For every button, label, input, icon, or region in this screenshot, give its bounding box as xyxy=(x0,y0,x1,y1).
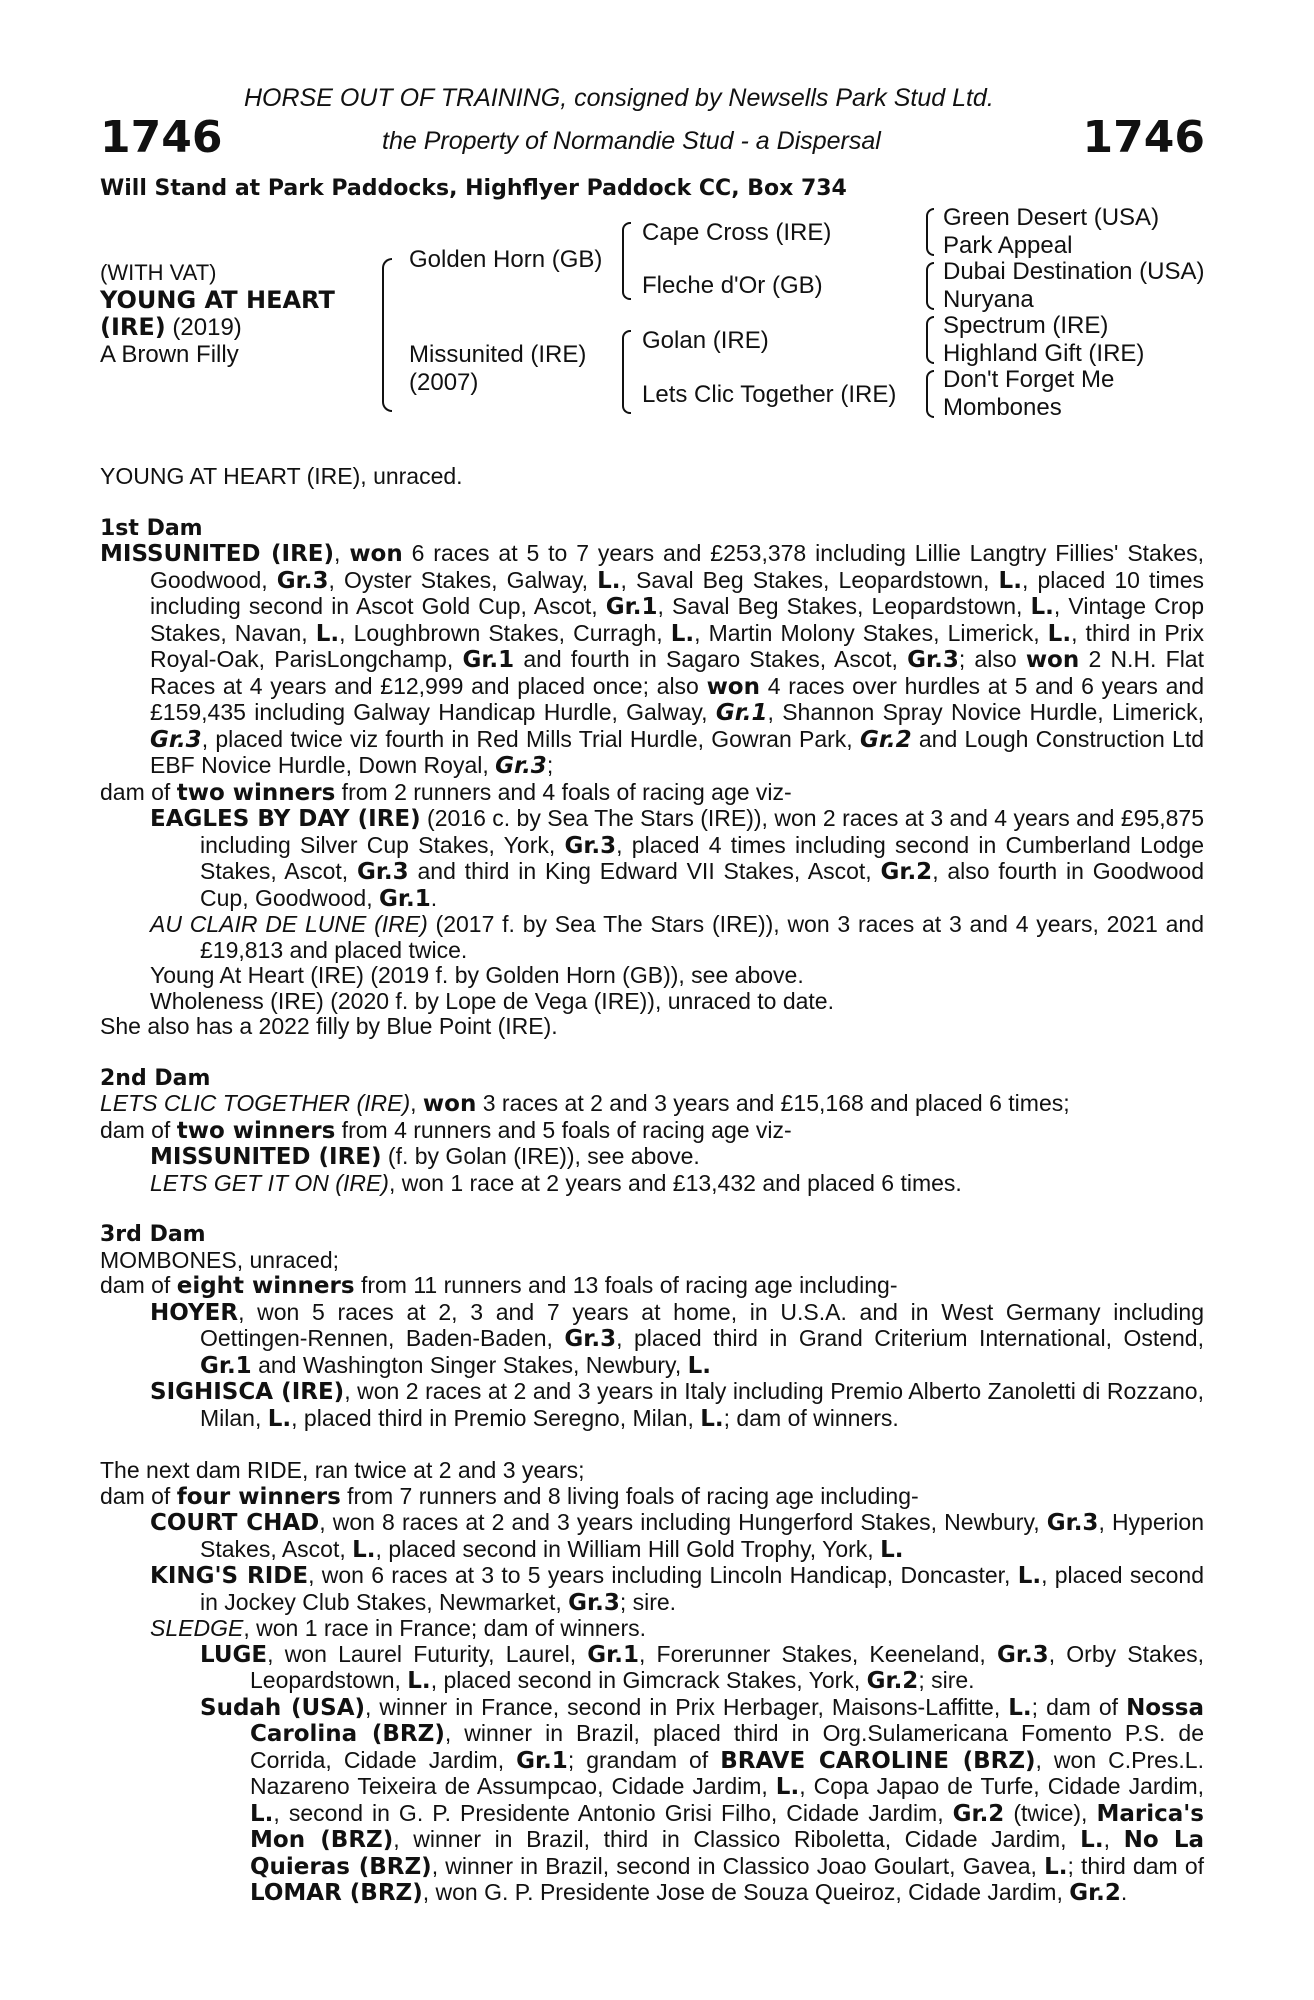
produce-lets-get-it-on: LETS GET IT ON (IRE), won 1 race at 2 years and £13,432 and placed 6 times. xyxy=(150,1169,962,1196)
produce-wholeness: Wholeness (IRE) (2020 f. by Lope de Vega (IRE)), unraced to date. xyxy=(150,987,834,1014)
gp-green-desert: Green Desert (USA) xyxy=(943,204,1160,231)
stand-location: Will Stand at Park Paddocks, Highflyer Paddock CC, Box 734 xyxy=(100,176,847,201)
produce-luge: LUGE, won Laurel Futurity, Laurel, Gr.1, Forerunner Stakes, Keeneland, Gr.3, Orby Stakes, Leopardstown, L., placed second in Gimcrack Stakes, York, Gr.2; sire. xyxy=(200,1640,1205,1694)
produce-sighisca: SIGHISCA (IRE), won 2 races at 2 and 3 years in Italy including Premio Alberto Zanoletti di Rozzano, Milan, L., placed third in Premio Seregno, Milan, L.; dam of winners. xyxy=(150,1378,1204,1432)
sire-dam: Fleche d'Or (GB) xyxy=(642,272,823,299)
produce-young-at-heart: Young At Heart (IRE) (2019 f. by Golden Horn (GB)), see above. xyxy=(150,962,804,988)
produce-missunited: MISSUNITED (IRE) (f. by Golan (IRE)), see above. xyxy=(150,1143,700,1170)
second-dam-entry: LETS CLIC TOGETHER (IRE), won 3 races at 2 and 3 years and £15,168 and placed 6 times; xyxy=(100,1090,1070,1117)
produce-kings-ride: KING'S RIDE, won 6 races at 3 to 5 years including Lincoln Handicap, Doncaster, L., placed second in Jockey Club Stakes, Newmarket, Gr.3; sire. xyxy=(150,1562,1204,1616)
fourth-dam-entry: The next dam RIDE, ran twice at 2 and 3 years; xyxy=(100,1457,585,1483)
produce-hoyer: HOYER, won 5 races at 2, 3 and 7 years at home, in U.S.A. and in West Germany including Oettingen-Rennen, Baden-Baden, Gr.3, placed third in Grand Criterium International, Ostend, Gr.1 and Washington Singer Stakes, Newbury, L. xyxy=(150,1298,1204,1379)
horse-name: YOUNG AT HEART xyxy=(100,286,335,314)
produce-eagles-by-day: EAGLES BY DAY (IRE) (2016 c. by Sea The Stars (IRE)), won 2 races at 3 and 4 years and £95,875 including Silver Cup Stakes, York, Gr.3, placed 4 times including second in Cumberland Lodge Stakes, Ascot, Gr.3 and third in King Edward VII Stakes, Ascot, Gr.2, also fourth in Goodwood Cup, Goodwood, Gr.1. xyxy=(150,805,1204,912)
first-dam-2022-filly: She also has a 2022 filly by Blue Point (IRE). xyxy=(100,1013,558,1039)
gp-park-appeal: Park Appeal xyxy=(943,232,1073,259)
gp-brace-1 xyxy=(926,208,934,256)
lot-number-left: 1746 xyxy=(100,112,223,163)
horse-name-suffix xyxy=(100,313,242,342)
pedigree-main-brace xyxy=(382,258,392,412)
dam-year: (2007) xyxy=(409,369,479,396)
gp-dubai-destination: Dubai Destination (USA) xyxy=(943,258,1205,285)
gp-nuryana: Nuryana xyxy=(943,286,1034,313)
lot-number-right: 1746 xyxy=(1082,112,1205,163)
fourth-dam-produce-summary: dam of four winners from 7 runners and 8 living foals of racing age including- xyxy=(100,1482,919,1510)
sire-brace xyxy=(622,222,631,300)
dam-sire: Golan (IRE) xyxy=(642,327,769,354)
third-dam-entry: MOMBONES, unraced; xyxy=(100,1246,340,1273)
dam-name: Missunited (IRE) xyxy=(409,341,587,368)
gp-mombones: Mombones xyxy=(943,394,1062,421)
first-dam-produce-summary: dam of two winners from 2 runners and 4 foals of racing age viz- xyxy=(100,778,792,806)
dam-dam: Lets Clic Together (IRE) xyxy=(642,381,897,408)
intro-line: YOUNG AT HEART (IRE), unraced. xyxy=(100,463,463,489)
third-dam-produce-summary: dam of eight winners from 11 runners and 13 foals of racing age including- xyxy=(100,1272,898,1299)
third-dam-heading: 3rd Dam xyxy=(100,1222,206,1247)
second-dam-produce-summary: dam of two winners from 4 runners and 5 foals of racing age viz- xyxy=(100,1116,792,1144)
horse-year: (2019) xyxy=(172,314,242,341)
first-dam-entry: MISSUNITED (IRE), won 6 races at 5 to 7 years and £253,378 including Lillie Langtry Fillies' Stakes, Goodwood, Gr.3, Oyster Stakes, Galway, L., Saval Beg Stakes, Leopardstown, L., placed 10 times including second in Ascot Gold Cup, Ascot, Gr.1, Saval Beg Stakes, Leopardstown, L., Vintage Crop Stakes, Navan, L., Loughbrown Stakes, Curragh, L., Martin Molony Stakes, Limerick, L., third in Prix Royal-Oak, ParisLongchamp, Gr.1 and fourth in Sagaro Stakes, Ascot, Gr.3; also won 2 N.H. Flat Races at 4 years and £12,999 and placed once; also won 4 races over hurdles at 5 and 6 years and £159,435 including Galway Handicap Hurdle, Galway, Gr.1, Shannon Spray Novice Hurdle, Limerick, Gr.3, placed twice viz fourth in Red Mills Trial Hurdle, Gowran Park, Gr.2 and Lough Construction Ltd EBF Novice Hurdle, Down Royal, Gr.3; xyxy=(100,540,1205,779)
gp-dont-forget-me: Don't Forget Me xyxy=(943,366,1115,393)
gp-brace-4 xyxy=(926,370,934,418)
gp-brace-3 xyxy=(926,316,934,364)
sire-name: Golden Horn (GB) xyxy=(409,246,603,273)
horse-description: A Brown Filly xyxy=(100,341,239,368)
gp-spectrum: Spectrum (IRE) xyxy=(943,312,1109,339)
produce-au-clair-de-lune: AU CLAIR DE LUNE (IRE) (2017 f. by Sea The Stars (IRE)), won 3 races at 3 and 4 years, 2021 and £19,813 and placed twice. xyxy=(150,911,1204,963)
vat-label: (WITH VAT) xyxy=(100,260,217,285)
horse-suffix: (IRE) xyxy=(100,313,166,341)
produce-court-chad: COURT CHAD, won 8 races at 2 and 3 years including Hungerford Stakes, Newbury, Gr.3, Hyperion Stakes, Ascot, L., placed second in William Hill Gold Trophy, York, L. xyxy=(150,1509,1204,1563)
property-line: the Property of Normandie Stud - a Dispersal xyxy=(382,127,881,155)
first-dam-heading: 1st Dam xyxy=(100,515,203,541)
dam-brace xyxy=(622,330,631,414)
sire-sire: Cape Cross (IRE) xyxy=(642,219,832,246)
gp-highland-gift: Highland Gift (IRE) xyxy=(943,340,1145,367)
produce-sledge: SLEDGE, won 1 race in France; dam of winners. xyxy=(150,1615,647,1641)
consignor-line: HORSE OUT OF TRAINING, consigned by Newsells Park Stud Ltd. xyxy=(244,84,994,112)
second-dam-heading: 2nd Dam xyxy=(100,1065,211,1091)
produce-sudah: Sudah (USA), winner in France, second in Prix Herbager, Maisons-Laffitte, L.; dam of Nossa Carolina (BRZ), winner in Brazil, placed third in Org.Sulamericana Fomento P.S. de Corrida, Cidade Jardim, Gr.1; grandam of BRAVE CAROLINE (BRZ), won C.Pres.L. Nazareno Teixeira de Assumpcao, Cidade Jardim, L., Copa Japao de Turfe, Cidade Jardim, L., second in G. P. Presidente Antonio Grisi Filho, Cidade Jardim, Gr.2 (twice), Marica's Mon (BRZ), winner in Brazil, third in Classico Riboletta, Cidade Jardim, L., No La Quieras (BRZ), winner in Brazil, second in Classico Joao Goulart, Gavea, L.; third dam of LOMAR (BRZ), won G. P. Presidente Jose de Souza Queiroz, Cidade Jardim, Gr.2. xyxy=(200,1693,1205,1906)
catalogue-body xyxy=(100,464,1204,1907)
gp-brace-2 xyxy=(926,262,934,310)
